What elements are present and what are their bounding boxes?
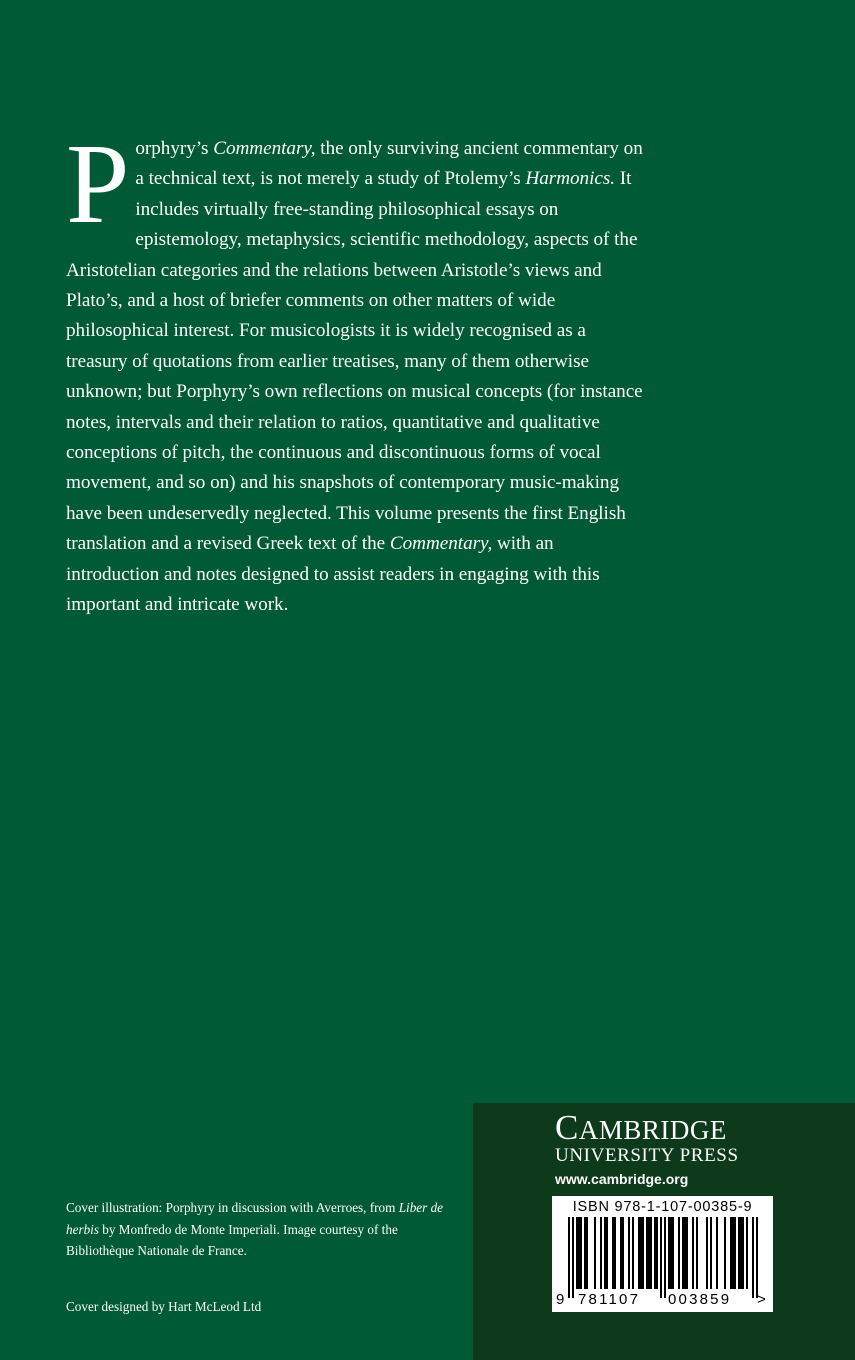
barcode-bar [684, 1217, 686, 1289]
barcode-bar [724, 1217, 726, 1289]
barcode-bar [730, 1217, 732, 1289]
barcode-bar [578, 1217, 580, 1289]
barcode-bar [620, 1217, 622, 1289]
cover-design-credit: Cover designed by Hart McLeod Ltd [66, 1299, 262, 1314]
barcode-quiet-mark: > [757, 1291, 766, 1308]
barcode-bar [752, 1217, 754, 1298]
barcode-bar [738, 1217, 740, 1289]
barcode-bar [580, 1217, 582, 1289]
blurb-text [66, 120, 646, 621]
barcode-bar [646, 1217, 648, 1289]
barcode-bar [686, 1217, 688, 1289]
barcode-bar [568, 1217, 570, 1298]
barcode-bar [584, 1217, 586, 1289]
barcode-bar [654, 1217, 656, 1289]
barcode-bar [606, 1217, 608, 1289]
barcode-bar [640, 1217, 642, 1289]
barcode-bar [594, 1217, 596, 1289]
barcode-bar [638, 1217, 640, 1289]
barcode-bar [632, 1217, 634, 1289]
publisher-url: www.cambridge.org [555, 1171, 689, 1187]
credit-segment: Cover illustration: Porphyry in discussion with Averroes, from [66, 1200, 399, 1215]
publisher-name-initial: C [555, 1108, 579, 1147]
barcode-group-left: 781107 [578, 1291, 641, 1308]
blurb-segment: with an introduction and notes designed to assist readers in engaging with this important and intricate work. [66, 533, 600, 616]
barcode-bar [604, 1217, 606, 1289]
isbn-label: ISBN 978-1-107-00385-9 [572, 1199, 753, 1215]
barcode-bar [740, 1217, 742, 1289]
cover-illustration-credit [66, 1197, 466, 1262]
barcode-bar [670, 1217, 672, 1289]
barcode-bar [710, 1217, 712, 1289]
barcode-bar [678, 1217, 680, 1289]
barcode-bar [650, 1217, 652, 1289]
barcode-bar [586, 1217, 588, 1289]
barcode-bar [612, 1217, 614, 1289]
credit-italic-title: Liber de herbis [66, 1200, 444, 1237]
barcode-bar [656, 1217, 658, 1289]
barcode-bar [668, 1217, 670, 1289]
barcode-bar [614, 1217, 616, 1289]
barcode-bar [706, 1217, 708, 1289]
barcode-bar [716, 1217, 718, 1289]
drop-cap: P [66, 120, 130, 247]
blurb-italic-commentary: Commentary, [389, 533, 493, 555]
barcode-bar [572, 1217, 574, 1298]
barcode-bar [642, 1217, 644, 1289]
blurb-segment: orphyry’s [135, 138, 214, 159]
barcode-bar [576, 1217, 578, 1289]
blurb-italic-harmonics: Harmonics. [525, 168, 616, 190]
barcode-box [552, 1196, 773, 1312]
barcode-bar [600, 1217, 602, 1289]
barcode-group-right: 003859 [668, 1291, 732, 1308]
publisher-name-rest: AMBRIDGE [578, 1115, 727, 1145]
barcode-lead-digit: 9 [556, 1291, 565, 1308]
publisher-name [555, 1108, 727, 1147]
barcode-bar [682, 1217, 684, 1289]
barcode-bar [692, 1217, 694, 1289]
barcode-bar [746, 1217, 748, 1289]
barcode-bar [660, 1217, 662, 1298]
publisher-panel [473, 1103, 855, 1360]
barcode-bar [622, 1217, 624, 1289]
barcode-bar [742, 1217, 744, 1289]
barcode-bar [664, 1217, 666, 1298]
barcode-bar [648, 1217, 650, 1289]
blurb-segment: It includes virtually free-standing philosophical essays on epistemology, metaphysics, scientific methodology, aspects of the Aristotelian categories and the relations between Aristotle’s views and Plato’s, and a host of briefer comments on other matters of wide philosophical interest. For musicologists it is widely recognised as a treasury of quotations from earlier treatises, many of them otherwise unknown; but Porphyry’s own reflections on musical concepts (for instance notes, intervals and their relation to ratios, quantitative and qualitative conceptions of pitch, the continuous and discontinuous forms of vocal movement, and so on) and his snapshots of contemporary music-making have been undeservedly neglected. This volume presents the first English translation and a revised Greek text of the [66, 168, 643, 555]
publisher-subname: UNIVERSITY PRESS [555, 1145, 739, 1166]
barcode-bar [732, 1217, 734, 1289]
barcode-bar [628, 1217, 630, 1289]
barcode-bar [756, 1217, 758, 1298]
credit-segment: by Monfredo de Monte Imperiali. Image courtesy of the Bibliothèque Nationale de France. [66, 1221, 398, 1258]
blurb-segment: the only surviving ancient commentary on a technical text, is not merely a study of Ptolemy’s [135, 138, 643, 190]
barcode-bar [734, 1217, 736, 1289]
barcode-bar [696, 1217, 698, 1289]
barcode-bar [672, 1217, 674, 1289]
blurb-italic-commentary: Commentary, [213, 138, 316, 159]
